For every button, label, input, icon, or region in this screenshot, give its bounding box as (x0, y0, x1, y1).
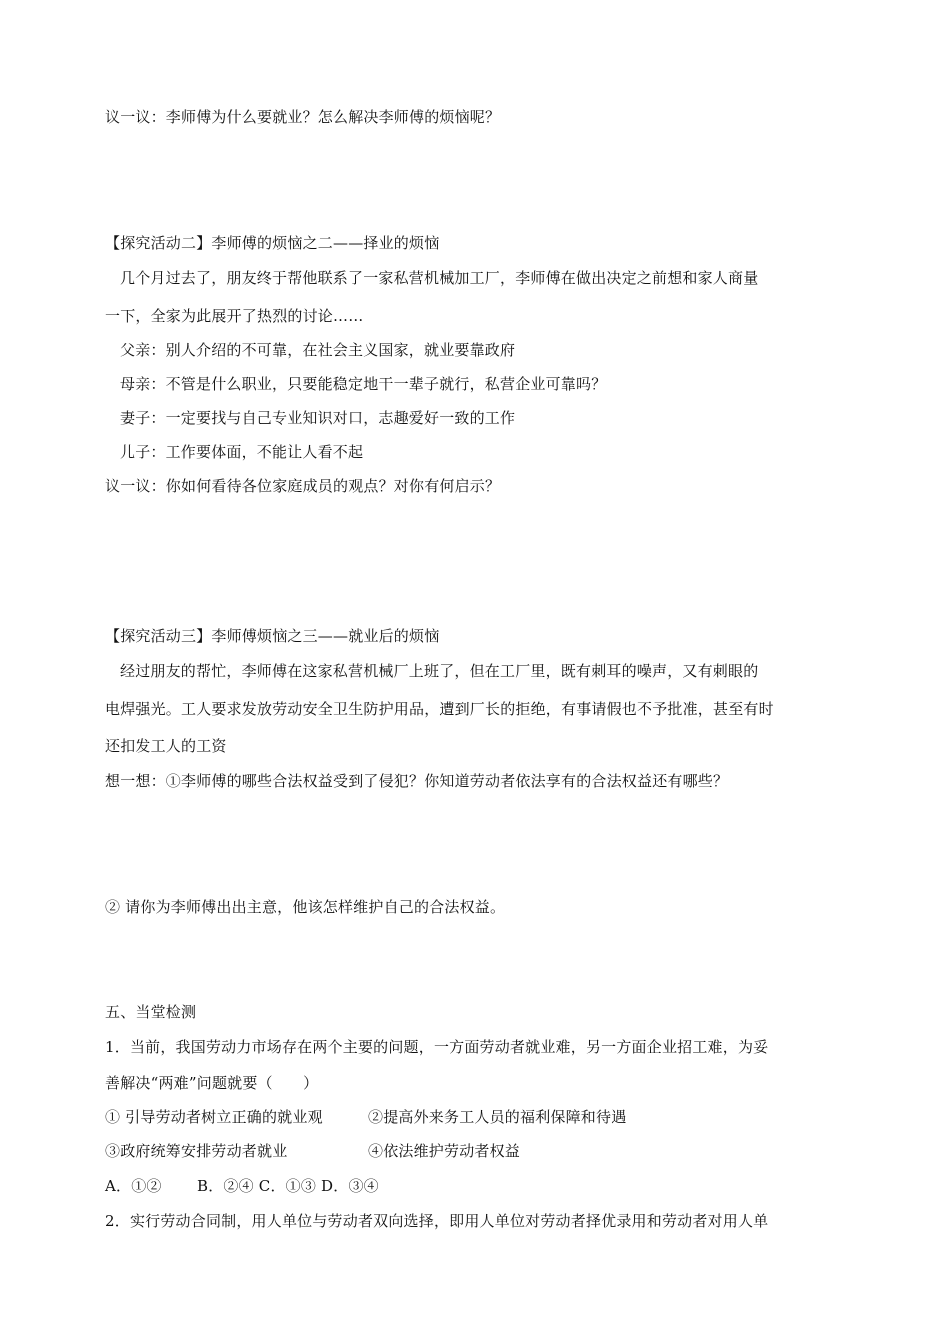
activity2-title: 【探究活动二】李师傅的烦恼之二——择业的烦恼 (105, 234, 440, 252)
question1-option-1: ① 引导劳动者树立正确的就业观 (105, 1108, 323, 1126)
activity2-paragraph-line1: 几个月过去了，朋友终于帮他联系了一家私营机械加工厂，李师傅在做出决定之前想和家人商量 (120, 269, 759, 287)
activity3-paragraph-line1: 经过朋友的帮忙，李师傅在这家私营机械厂上班了，但在工厂里，既有刺耳的噪声，又有刺眼的 (120, 662, 759, 680)
question1-option-3: ③政府统筹安排劳动者就业 (105, 1142, 288, 1160)
activity3-title: 【探究活动三】李师傅烦恼之三——就业后的烦恼 (105, 627, 440, 645)
question1-option-2: ②提高外来务工人员的福利保障和待遇 (368, 1108, 627, 1126)
activity2-wife: 妻子：一定要找与自己专业知识对口，志趣爱好一致的工作 (120, 409, 516, 427)
activity3-think1: 想一想：①李师傅的哪些合法权益受到了侵犯？你知道劳动者依法享有的合法权益还有哪些？ (105, 772, 729, 790)
activity2-father: 父亲：别人介绍的不可靠，在社会主义国家，就业要靠政府 (120, 341, 516, 359)
activity3-think2: ② 请你为李师傅出出主意，他该怎样维护自己的合法权益。 (105, 898, 506, 916)
question2-line1: 2．实行劳动合同制，用人单位与劳动者双向选择，即用人单位对劳动者择优录用和劳动者对用人单 (105, 1212, 769, 1230)
activity2-discuss: 议一议：你如何看待各位家庭成员的观点？对你有何启示？ (105, 477, 501, 495)
activity3-paragraph-line2: 电焊强光。工人要求发放劳动安全卫生防护用品，遭到厂长的拒绝，有事请假也不予批准，甚至有时 (105, 700, 774, 718)
section5-title: 五、当堂检测 (105, 1003, 197, 1021)
question1-option-4: ④依法维护劳动者权益 (368, 1142, 521, 1160)
activity2-paragraph-line2: 一下，全家为此展开了热烈的讨论…… (105, 307, 364, 325)
activity2-mother: 母亲：不管是什么职业，只要能稳定地干一辈子就行，私营企业可靠吗？ (120, 375, 607, 393)
question1-choices: A．①② B．②④ C．①③ D．③④ (105, 1177, 379, 1195)
activity2-son: 儿子：工作要体面，不能让人看不起 (120, 443, 364, 461)
question1-line1: 1．当前，我国劳动力市场存在两个主要的问题，一方面劳动者就业难，另一方面企业招工难，为妥 (105, 1038, 769, 1056)
activity3-paragraph-line3: 还扣发工人的工资 (105, 737, 227, 755)
activity1-discuss: 议一议：李师傅为什么要就业？怎么解决李师傅的烦恼呢？ (105, 108, 501, 126)
question1-line2: 善解决“两难”问题就要（ ） (105, 1074, 319, 1092)
